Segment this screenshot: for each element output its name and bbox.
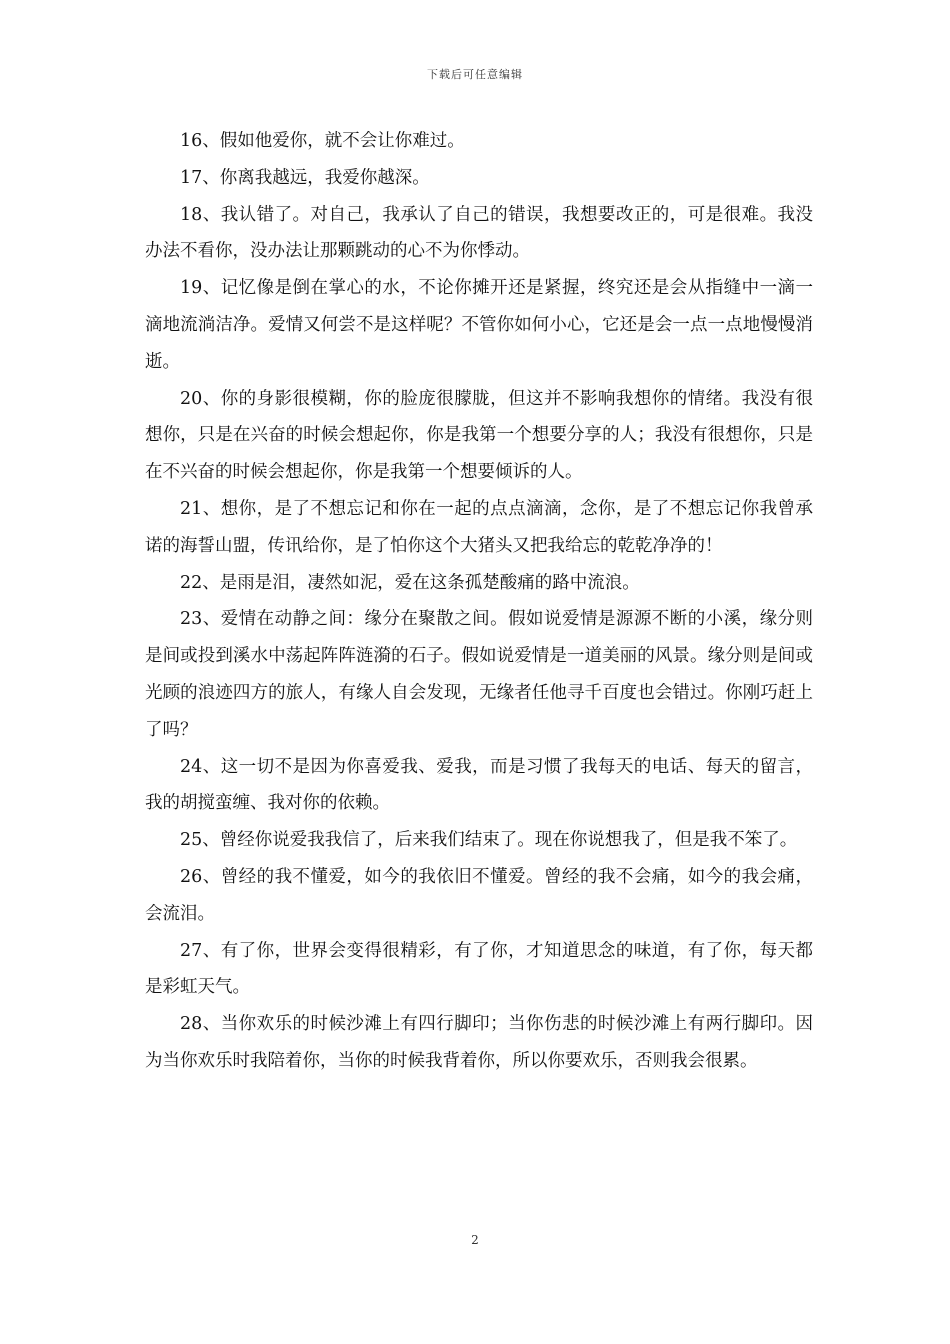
paragraph-16: 16、假如他爱你，就不会让你难过。 [180, 131, 465, 151]
paragraph-17: 17、你离我越远，我爱你越深。 [180, 167, 430, 188]
paragraph-28: 28、当你欢乐的时候沙滩上有四行脚印；当你伤悲的时候沙滩上有两行脚印。因为当你欢乐时我陪着你，当你的时候我背着你，所以你要欢乐，否则我会很累。 [145, 1014, 813, 1071]
paragraph-19: 19、记忆像是倒在掌心的水，不论你摊开还是紧握，终究还是会从指缝中一滴一滴地流淌洁净。爱情又何尝不是这样呢？不管你如何小心，它还是会一点一点地慢慢消逝。 [145, 278, 813, 372]
paragraph-23: 23、爱情在动静之间：缘分在聚散之间。假如说爱情是源源不断的小溪，缘分则是间或投到溪水中荡起阵阵涟漪的石子。假如说爱情是一道美丽的风景。缘分则是间或光顾的浪迹四方的旅人，有缘人自会发现，无缘者任他寻千百度也会错过。你刚巧赶上了吗？ [145, 609, 813, 740]
paragraph-20: 20、你的身影很模糊，你的脸庞很朦胧，但这并不影响我想你的情绪。我没有很想你，只是在兴奋的时候会想起你，你是我第一个想要分享的人；我没有很想你，只是在不兴奋的时候会想起你，你是我第一个想要倾诉的人。 [145, 388, 813, 483]
paragraph-22: 22、是雨是泪，凄然如泥，爱在这条孤楚酸痛的路中流浪。 [180, 572, 640, 593]
paragraph-25: 25、曾经你说爱我我信了，后来我们结束了。现在你说想我了，但是我不笨了。 [180, 830, 798, 851]
document-body [145, 123, 813, 1080]
paragraph-26: 26、曾经的我不懂爱，如今的我依旧不懂爱。曾经的我不会痛，如今的我会痛，会流泪。 [145, 866, 813, 924]
paragraph-27: 27、有了你，世界会变得很精彩，有了你，才知道思念的味道，有了你，每天都是彩虹天气。 [145, 940, 813, 998]
paragraph-24: 24、这一切不是因为你喜爱我、爱我，而是习惯了我每天的电话、每天的留言，我的胡搅蛮缠、我对你的依赖。 [145, 756, 813, 814]
page-number: 2 [471, 1233, 479, 1247]
paragraph-21: 21、想你，是了不想忘记和你在一起的点点滴滴，念你，是了不想忘记你我曾承诺的海誓山盟，传讯给你，是了怕你这个大猪头又把我给忘的乾乾净净的！ [145, 498, 813, 556]
page-header: 下载后可任意编辑 [427, 68, 523, 81]
paragraph-18: 18、我认错了。对自己，我承认了自己的错误，我想要改正的，可是很难。我没办法不看你，没办法让那颗跳动的心不为你悸动。 [145, 204, 813, 262]
